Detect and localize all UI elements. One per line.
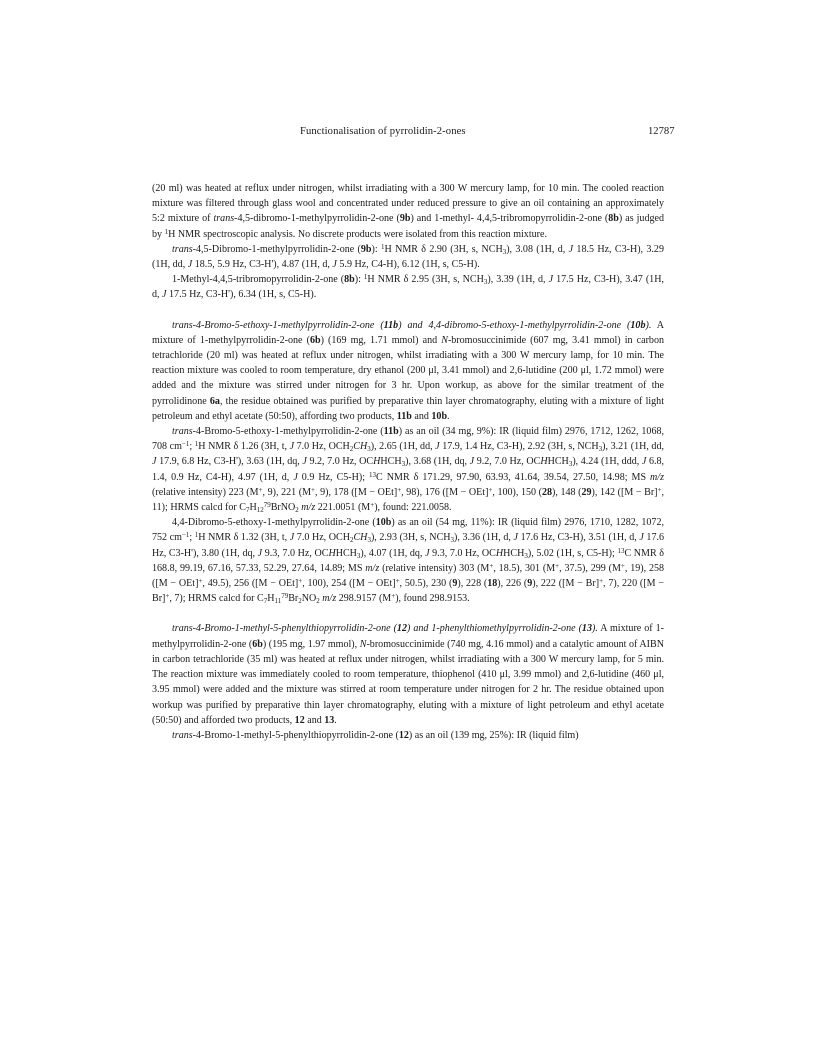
section-gap [152,303,664,318]
paragraph-continuation: (20 ml) was heated at reflux under nitrogen, whilst irradiating with a 300 W mercury lamp, for 10 min. The cooled reaction mixture was filtered through glass wool and concentrated under reduced pressure to give an oil containing an approximately 5:2 mixture of trans-4,5-dibromo-1-methylpyrrolidin-2-one (9b) and 1-methyl- 4,4,5-tribromopyrrolidin-2-one (8b) as judged by $^1$H NMR spectroscopic analysis. No discrete products were isolated from this reaction mixture. [152,183,664,240]
page-number: 12787 [648,126,675,137]
paragraph-9b-nmr: trans-4,5-Dibromo-1-methylpyrrolidin-2-one (9b): $^1$H NMR δ 2.90 (3H, s, $NCH_3$), 3.08 (1H, d, J 18.5 Hz, C3-H), 3.29 (1H, dd, J 18.5, 5.9 Hz, C3-H'), 4.87 (1H, d, J 5.9 Hz, C4-H), 6.12 (1H, s, C5-H). [152,242,664,271]
running-title: Functionalisation of pyrrolidin-2-ones [300,126,466,137]
paragraph-12-characterisation: trans-4-Bromo-1-methyl-5-phenylthiopyrrolidin-2-one (12) as an oil (139 mg, 25%): IR (liquid film) [172,729,579,741]
paragraph-11b-characterisation: trans-4-Bromo-5-ethoxy-1-methylpyrrolidin-2-one (11b) as an oil (34 mg, 9%): IR (liquid film) 2976, 1712, 1262, 1068, 708 $cm^{-1}$; $^1$H NMR δ 1.26 (3H, t, J 7.0 Hz, $OCH_2CH_3$), 2.65 (1H, dd, J 17.9, 1.4 Hz, C3-H), 2.92 (3H, s, $NCH_3$), 3.21 (1H, dd, J 17.9, 6.8 Hz, C3-H'), 3.63 (1H, dq, J 9.2, 7.0 Hz, $OCHHCH_3$), 3.68 (1H, dq, J 9.2, 7.0 Hz, $OCHHCH_3$), 4.24 (1H, ddd, J 6.8, 1.4, 0.9 Hz, C4-H), 4.97 (1H, d, J 0.9 Hz, C5-H); $^{13}$C NMR δ 171.29, 97.90, 63.93, 41.64, 39.54, 27.50, 14.98; MS m/z (relative intensity) 223 (M+, 9), 221 (M+, 9), 178 ([M − OEt]+, 98), 176 ([M − OEt]+, 100), 150 (28), 148 (29), 142 ([M − Br]+, 11); HRMS calcd for $C_7H_{12}^{79}BrNO_2$ m/z 221.0051 (M+), found: 221.0058. [152,426,665,515]
paragraph-12-13-procedure: trans-4-Bromo-1-methyl-5-phenylthiopyrrolidin-2-one (12) and 1-phenylthiomethylpyrrolidin-2-one (13). A mixture of 1-methylpyrrolidin-2-one (6b) (195 mg, 1.97 mmol), N-bromosuccinimide (740 mg, 4.16 mmol) and a catalytic amount of AIBN in carbon tetrachloride (35 ml) was heated at reflux under nitrogen, whilst irradiating with a 300 W mercury lamp, for 5 min. The reaction mixture was immediately cooled to room temperature, thiophenol (410 μl, 3.99 mmol) and 2,6-lutidine (460 μl, 3.95 mmol) were added and the mixture was stirred at room temperature under nitrogen for 2 hr. The residue obtained upon workup was purified by preparative thin layer chromatography, eluting with a mixture of light petroleum and ethyl acetate (50:50) and afforded two products, 12 and 13. [152,623,665,726]
section-gap [152,606,664,621]
paragraph-11b-10b-procedure: trans-4-Bromo-5-ethoxy-1-methylpyrrolidin-2-one (11b) and 4,4-dibromo-5-ethoxy-1-methylpyrrolidin-2-one (10b). A mixture of 1-methylpyrrolidin-2-one (6b) (169 mg, 1.71 mmol) and N-bromosuccinimide (607 mg, 3.41 mmol) in carbon tetrachloride (20 ml) was heated at reflux under nitrogen, whilst irradiating with a 300 W mercury lamp, for 10 min. The reaction mixture was cooled to room temperature, dry ethanol (200 μl, 3.41 mmol) and 2,6-lutidine (200 μl, 1.72 mmol) were added and the mixture was stirred under nitrogen for 3 hr. Upon workup, as above for the similar treatment of the pyrrolidinone 6a, the residue obtained was purified by preparative thin layer chromatography, eluting with a mixture of light petroleum and ethyl acetate (50:50), affording two products, 11b and 10b. [152,319,664,422]
paragraph-8b-nmr: 1-Methyl-4,4,5-tribromopyrrolidin-2-one (8b): $^1$H NMR δ 2.95 (3H, s, $NCH_3$), 3.39 (1H, d, J 17.5 Hz, C3-H), 3.47 (1H, d, J 17.5 Hz, C3-H'), 6.34 (1H, s, C5-H). [152,273,664,301]
paragraph-10b-characterisation: 4,4-Dibromo-5-ethoxy-1-methylpyrrolidin-2-one (10b) as an oil (54 mg, 11%): IR (liquid film) 2976, 1710, 1282, 1072, 752 $cm^{-1}$; $^1$H NMR δ 1.32 (3H, t, J 7.0 Hz, $OCH_2CH_3$), 2.93 (3H, s, $NCH_3$), 3.36 (1H, d, J 17.6 Hz, C3-H), 3.51 (1H, d, J 17.6 Hz, C3-H'), 3.80 (1H, dq, J 9.3, 7.0 Hz, $OCHHCH_3$), 4.07 (1H, dq, J 9.3, 7.0 Hz, $OCHHCH_3$), 5.02 (1H, s, C5-H); $^{13}$C NMR δ 168.8, 99.19, 67.16, 57.33, 52.29, 27.64, 14.89; MS m/z (relative intensity) 303 (M+, 18.5), 301 (M+, 37.5), 299 (M+, 19), 258 ([M − OEt]+, 49.5), 256 ([M − OEt]+, 100), 254 ([M − OEt]+, 50.5), 230 (9), 228 (18), 226 (9), 222 ([M − Br]+, 7), 220 ([M − Br]+, 7); HRMS calcd for $C_7H_{11}^{79}Br_2NO_2$ m/z 298.9157 (M+), found 298.9153. [152,517,665,606]
article-body [152,181,664,743]
running-head [0,126,815,142]
